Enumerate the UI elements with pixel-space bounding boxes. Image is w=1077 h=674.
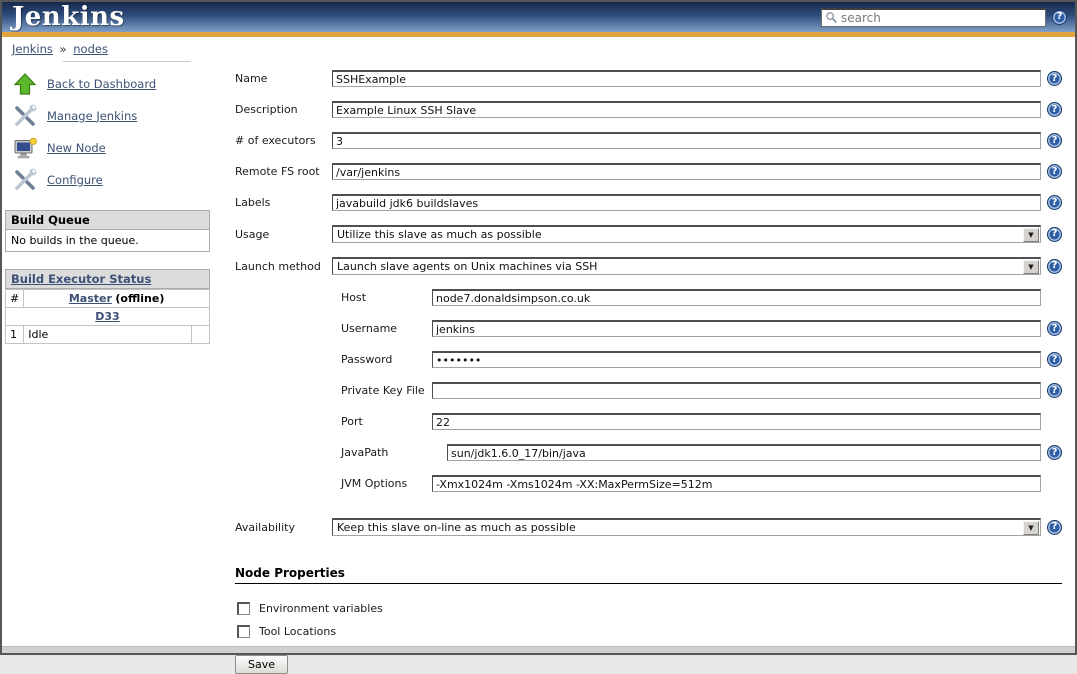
help-icon[interactable] <box>1047 259 1062 274</box>
sidebar-item-manage-jenkins[interactable] <box>13 102 214 129</box>
help-icon[interactable] <box>1047 195 1062 210</box>
availability-selected-value: Keep this slave on-line as much as possible <box>337 521 576 534</box>
table-row <box>6 308 210 326</box>
field-label: Availability <box>235 520 295 534</box>
dropdown-arrow-icon[interactable] <box>1023 260 1039 274</box>
ssh-settings-group <box>341 289 1062 492</box>
dropdown-arrow-icon[interactable] <box>1023 521 1039 535</box>
help-icon[interactable] <box>1047 133 1062 148</box>
tools-icon <box>13 104 37 128</box>
executor-status-table <box>5 289 210 344</box>
help-icon[interactable] <box>1047 164 1062 179</box>
remote-fs-root-input[interactable] <box>332 163 1041 180</box>
sidebar-item-back-to-dashboard[interactable] <box>13 70 214 97</box>
help-icon[interactable] <box>1047 383 1062 398</box>
build-queue-panel <box>5 210 210 252</box>
launch-method-select[interactable] <box>332 257 1041 275</box>
executor-status-title <box>5 269 210 289</box>
private-key-file-input[interactable] <box>432 382 1041 399</box>
checkbox-row-environment-variables <box>237 602 1062 615</box>
field-label: Private Key File <box>341 384 425 397</box>
tools-icon <box>13 168 37 192</box>
environment-variables-checkbox[interactable] <box>237 602 250 615</box>
executor-number-column-header: # <box>6 290 24 308</box>
executor-row-state: Idle <box>24 326 192 344</box>
description-input[interactable] <box>332 101 1041 118</box>
breadcrumb <box>2 37 1075 59</box>
form-row-jvm-options <box>341 475 1062 492</box>
jvm-options-input[interactable] <box>432 475 1041 492</box>
help-icon[interactable] <box>1047 321 1062 336</box>
executor-row-number: 1 <box>6 326 24 344</box>
form-row-remote-fs-root <box>235 163 1062 180</box>
search-input[interactable] <box>841 10 1042 25</box>
sidebar-item-label: Configure <box>47 172 103 187</box>
help-icon[interactable] <box>1047 102 1062 117</box>
field-label: Description <box>235 103 298 116</box>
field-label: Password <box>341 353 393 366</box>
password-input[interactable] <box>432 351 1041 368</box>
build-queue-title: Build Queue <box>5 210 210 230</box>
sidebar-item-label: Back to Dashboard <box>47 76 157 91</box>
help-icon[interactable] <box>1047 352 1062 367</box>
javapath-input[interactable] <box>447 444 1041 461</box>
executors-input[interactable] <box>332 132 1041 149</box>
save-button[interactable]: Save <box>235 655 288 674</box>
form-row-description <box>235 101 1062 118</box>
executor-status-panel <box>5 269 210 344</box>
field-label: Remote FS root <box>235 165 320 178</box>
search-icon <box>825 11 838 24</box>
field-label: Labels <box>235 196 271 209</box>
usage-selected-value: Utilize this slave as much as possible <box>337 228 542 241</box>
build-queue-empty-text: No builds in the queue. <box>5 230 210 252</box>
dropdown-arrow-icon[interactable] <box>1023 228 1039 242</box>
help-icon[interactable] <box>1047 520 1062 535</box>
sidebar-item-label: Manage Jenkins <box>47 108 138 123</box>
form-row-javapath <box>341 444 1062 461</box>
breadcrumb-separator: » <box>59 42 67 56</box>
up-arrow-icon <box>13 72 37 96</box>
node-properties-heading: Node Properties <box>235 566 1062 584</box>
form-row-name <box>235 70 1062 87</box>
port-input[interactable] <box>432 413 1041 430</box>
table-row <box>6 326 210 344</box>
field-label: Port <box>341 415 363 428</box>
availability-select[interactable] <box>332 518 1041 536</box>
field-label: JavaPath <box>341 446 389 459</box>
form-row-password <box>341 351 1062 368</box>
form-row-host <box>341 289 1062 306</box>
name-input[interactable] <box>332 70 1041 87</box>
form-row-launch-method <box>235 257 1062 275</box>
username-input[interactable] <box>432 320 1041 337</box>
table-row <box>6 290 210 308</box>
jenkins-logo[interactable]: Jenkins <box>12 2 125 32</box>
sidebar-item-configure[interactable] <box>13 166 214 193</box>
node-cell <box>6 308 210 326</box>
field-label: Usage <box>235 227 270 241</box>
footer-bar <box>2 646 1075 653</box>
usage-select[interactable] <box>332 225 1041 243</box>
host-input[interactable] <box>432 289 1041 306</box>
sidebar-divider <box>63 61 191 62</box>
help-icon[interactable] <box>1047 71 1062 86</box>
labels-input[interactable] <box>332 194 1041 211</box>
breadcrumb-jenkins-link[interactable]: Jenkins <box>12 42 53 56</box>
node-config-form <box>214 59 1075 674</box>
checkbox-row-tool-locations <box>237 625 1062 638</box>
form-row-usage <box>235 225 1062 243</box>
form-row-availability <box>235 518 1062 536</box>
sidebar <box>2 59 214 344</box>
field-label: Name <box>235 72 268 85</box>
tool-locations-checkbox[interactable] <box>237 625 250 638</box>
node-d33-link[interactable]: D33 <box>95 310 120 323</box>
master-cell <box>24 290 210 308</box>
form-row-labels <box>235 194 1062 211</box>
search-box[interactable] <box>821 8 1046 27</box>
field-label: JVM Options <box>341 477 408 490</box>
field-label: Launch method <box>235 259 321 273</box>
breadcrumb-nodes-link[interactable]: nodes <box>73 42 108 56</box>
checkbox-label[interactable]: Environment variables <box>259 602 383 615</box>
field-label: Host <box>341 291 367 304</box>
header-bar <box>2 2 1075 32</box>
help-icon[interactable] <box>1047 445 1062 460</box>
form-row-private-key-file <box>341 382 1062 399</box>
launch-method-selected-value: Launch slave agents on Unix machines via SSH <box>337 260 598 273</box>
master-offline-status: (offline) <box>115 292 165 305</box>
master-link[interactable]: Master <box>68 292 112 305</box>
computer-icon <box>13 136 37 160</box>
field-label: # of executors <box>235 134 316 147</box>
help-icon[interactable] <box>1047 227 1062 242</box>
sidebar-item-label: New Node <box>47 140 106 155</box>
executor-status-link[interactable]: Build Executor Status <box>11 272 152 286</box>
search-area <box>821 8 1067 27</box>
field-label: Username <box>341 322 398 335</box>
executor-row-tail-cell <box>192 326 210 344</box>
form-row-executors <box>235 132 1062 149</box>
checkbox-label[interactable]: Tool Locations <box>259 625 337 638</box>
form-row-port <box>341 413 1062 430</box>
sidebar-item-new-node[interactable] <box>13 134 214 161</box>
search-help-icon[interactable] <box>1052 10 1067 25</box>
form-row-username <box>341 320 1062 337</box>
